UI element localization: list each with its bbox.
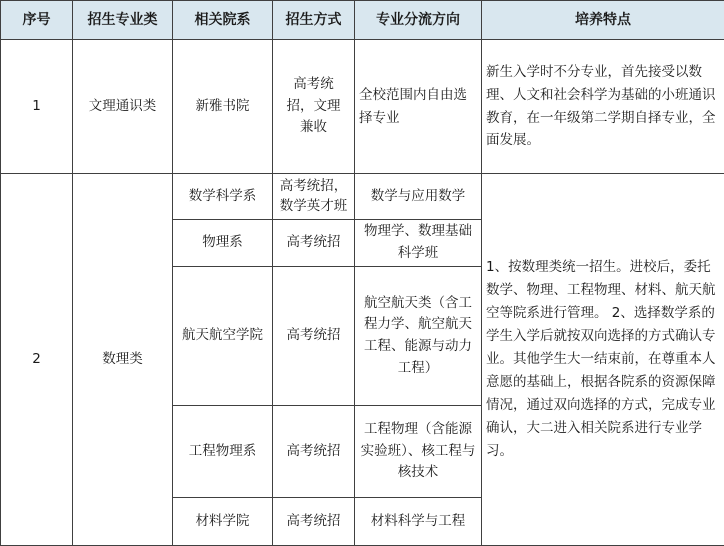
method-cell: 高考统招，数学英才班 bbox=[273, 174, 355, 220]
method-cell: 高考统招 bbox=[273, 406, 355, 498]
dept-cell: 工程物理系 bbox=[173, 406, 273, 498]
direction-cell: 航空航天类（含工程力学、航空航天工程、能源与动力工程） bbox=[355, 267, 482, 406]
dept-cell: 材料学院 bbox=[173, 498, 273, 546]
table-row bbox=[1, 174, 724, 220]
direction-cell: 数学与应用数学 bbox=[355, 174, 482, 220]
header-cell-category: 招生专业类 bbox=[73, 1, 173, 40]
dept-cell: 物理系 bbox=[173, 220, 273, 267]
feature-cell: 1、按数理类统一招生。进校后，委托数学、物理、工程物理、材料、航天航空等院系进行管理。 2、选择数学系的学生入学后就按双向选择的方式确认专业。其他学生大一结束前，在尊重本人意愿的基础上，根据各院系的资源保障情况，通过双向选择的方式，完成专业确认，大二进入相关院系进行专业学习。 bbox=[482, 174, 724, 546]
category-cell: 文理通识类 bbox=[73, 40, 173, 174]
direction-cell: 物理学、数理基础科学班 bbox=[355, 220, 482, 267]
header-cell-direction: 专业分流方向 bbox=[355, 1, 482, 40]
header-cell-method: 招生方式 bbox=[273, 1, 355, 40]
method-cell: 高考统招 bbox=[273, 498, 355, 546]
method-cell: 高考统招，文理兼收 bbox=[273, 40, 355, 174]
table-row bbox=[1, 40, 724, 174]
dept-cell: 航天航空学院 bbox=[173, 267, 273, 406]
direction-cell: 工程物理（含能源实验班）、核工程与核技术 bbox=[355, 406, 482, 498]
header-cell-feature: 培养特点 bbox=[482, 1, 724, 40]
row-number: 1 bbox=[1, 40, 73, 174]
method-cell: 高考统招 bbox=[273, 220, 355, 267]
header-cell-no: 序号 bbox=[1, 1, 73, 40]
dept-cell: 新雅书院 bbox=[173, 40, 273, 174]
header-row bbox=[1, 1, 724, 40]
dept-cell: 数学科学系 bbox=[173, 174, 273, 220]
direction-cell: 全校范围内自由选择专业 bbox=[355, 40, 482, 174]
direction-cell: 材料科学与工程 bbox=[355, 498, 482, 546]
category-cell: 数理类 bbox=[73, 174, 173, 546]
row-number: 2 bbox=[1, 174, 73, 546]
feature-cell: 新生入学时不分专业，首先接受以数理、人文和社会科学为基础的小班通识教育，在一年级第二学期自择专业，全面发展。 bbox=[482, 40, 724, 174]
header-cell-dept: 相关院系 bbox=[173, 1, 273, 40]
method-cell: 高考统招 bbox=[273, 267, 355, 406]
